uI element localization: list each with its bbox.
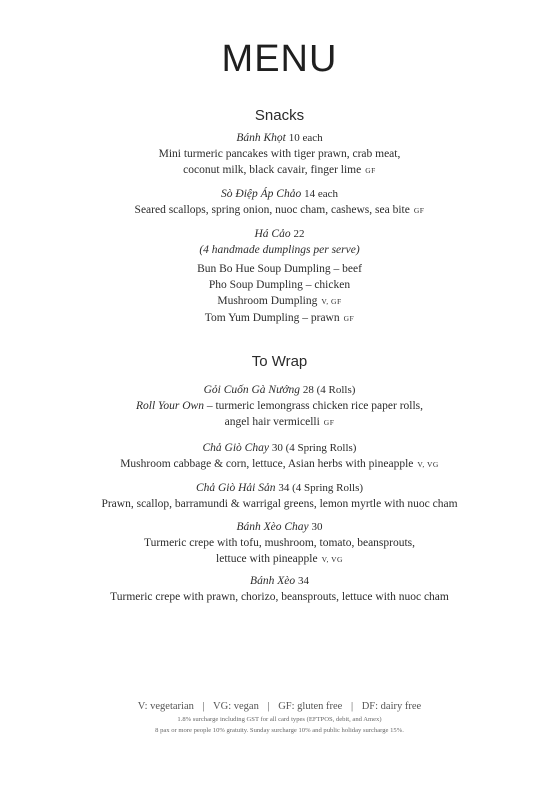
option-text: Bun Bo Hue Soup Dumpling – beef	[197, 263, 362, 275]
item-description: Mini turmeric pancakes with tiger prawn, crab meat,	[158, 148, 401, 160]
dumpling-option	[0, 277, 559, 293]
option-text: Tom Yum Dumpling – prawn	[204, 312, 340, 324]
dietary-legend	[0, 700, 559, 714]
item-price: 28 (4 Rolls)	[302, 384, 356, 396]
item-price: 34	[297, 575, 309, 587]
menu-item	[0, 130, 559, 179]
item-description: coconut milk, black cavair, finger lime	[183, 164, 362, 176]
item-name: Bánh Xèo	[250, 575, 296, 587]
item-name: Sò Điệp Áp Chảo	[221, 188, 302, 200]
menu-item	[0, 186, 559, 219]
item-price: 14 each	[304, 188, 338, 200]
item-description: Mushroom cabbage & corn, lettuce, Asian herbs with pineapple	[120, 458, 414, 470]
page-title: MENU	[221, 38, 338, 80]
item-description: angel hair vermicelli	[224, 416, 320, 428]
dietary-tag: GF	[365, 166, 376, 175]
item-price: 34 (4 Spring Rolls)	[278, 482, 364, 494]
dietary-tag: V, GF	[321, 297, 342, 306]
section-heading-snacks: Snacks	[254, 107, 305, 124]
dietary-tag: V, VG	[321, 555, 343, 564]
dumpling-option	[0, 310, 559, 327]
item-description: Turmeric crepe with prawn, chorizo, beansprouts, lettuce with nuoc cham	[110, 591, 449, 603]
menu-item	[0, 573, 559, 605]
menu-item	[0, 519, 559, 568]
menu-item	[0, 382, 559, 431]
dietary-tag: GF	[323, 418, 335, 427]
dietary-tag: GF	[343, 314, 355, 323]
item-description: Turmeric crepe with tofu, mushroom, tomato, beansprouts,	[143, 537, 416, 549]
legend-item: VG: vegan	[213, 701, 259, 712]
item-name: Bánh Khọt	[236, 132, 286, 144]
menu-item	[0, 480, 559, 512]
dumpling-option	[0, 261, 559, 277]
option-text: Pho Soup Dumpling – chicken	[208, 279, 351, 291]
item-name: Há Cảo	[254, 228, 291, 240]
legend-item: DF: dairy free	[361, 701, 422, 712]
item-price: 30	[311, 521, 323, 533]
legend-separator: |	[350, 701, 354, 712]
menu-item	[0, 440, 559, 473]
legend-item: GF: gluten free	[278, 701, 343, 712]
dietary-tag: GF	[413, 206, 425, 215]
item-name: Chả Giò Hải Sản	[195, 482, 276, 494]
item-description: Seared scallops, spring onion, nuoc cham, cashews, sea bite	[134, 204, 410, 216]
surcharge-note: 1.8% surcharge including GST for all card types (EFTPOS, debit, and Amex)	[177, 716, 382, 723]
item-price: 22	[293, 228, 305, 240]
item-name: Bánh Xèo Chay	[236, 521, 309, 533]
item-lead: Roll Your Own	[135, 400, 204, 412]
legend-item: V: vegetarian	[137, 701, 194, 712]
item-note: (4 handmade dumplings per serve)	[199, 244, 360, 256]
item-price: 30 (4 Spring Rolls)	[271, 442, 357, 454]
menu-item	[0, 226, 559, 327]
item-description: lettuce with pineapple	[216, 553, 318, 565]
item-price: 10 each	[288, 132, 323, 144]
item-name: Chả Giò Chay	[202, 442, 269, 454]
legend-separator: |	[267, 701, 270, 712]
gratuity-note: 8 pax or more people 10% gratuity. Sunday surcharge 10% and public holiday surcharge 15%.	[155, 727, 404, 734]
menu-footer	[0, 700, 559, 736]
dumpling-option	[0, 293, 559, 310]
item-description: – turmeric lemongrass chicken rice paper rolls,	[206, 400, 424, 412]
section-heading-to-wrap: To Wrap	[251, 353, 308, 370]
legend-separator: |	[202, 701, 205, 712]
dietary-tag: V, VG	[417, 460, 439, 469]
option-text: Mushroom Dumpling	[217, 295, 318, 307]
item-description: Prawn, scallop, barramundi & warrigal greens, lemon myrtle with nuoc cham	[101, 498, 458, 510]
item-name: Gỏi Cuốn Gà Nướng	[203, 384, 300, 396]
